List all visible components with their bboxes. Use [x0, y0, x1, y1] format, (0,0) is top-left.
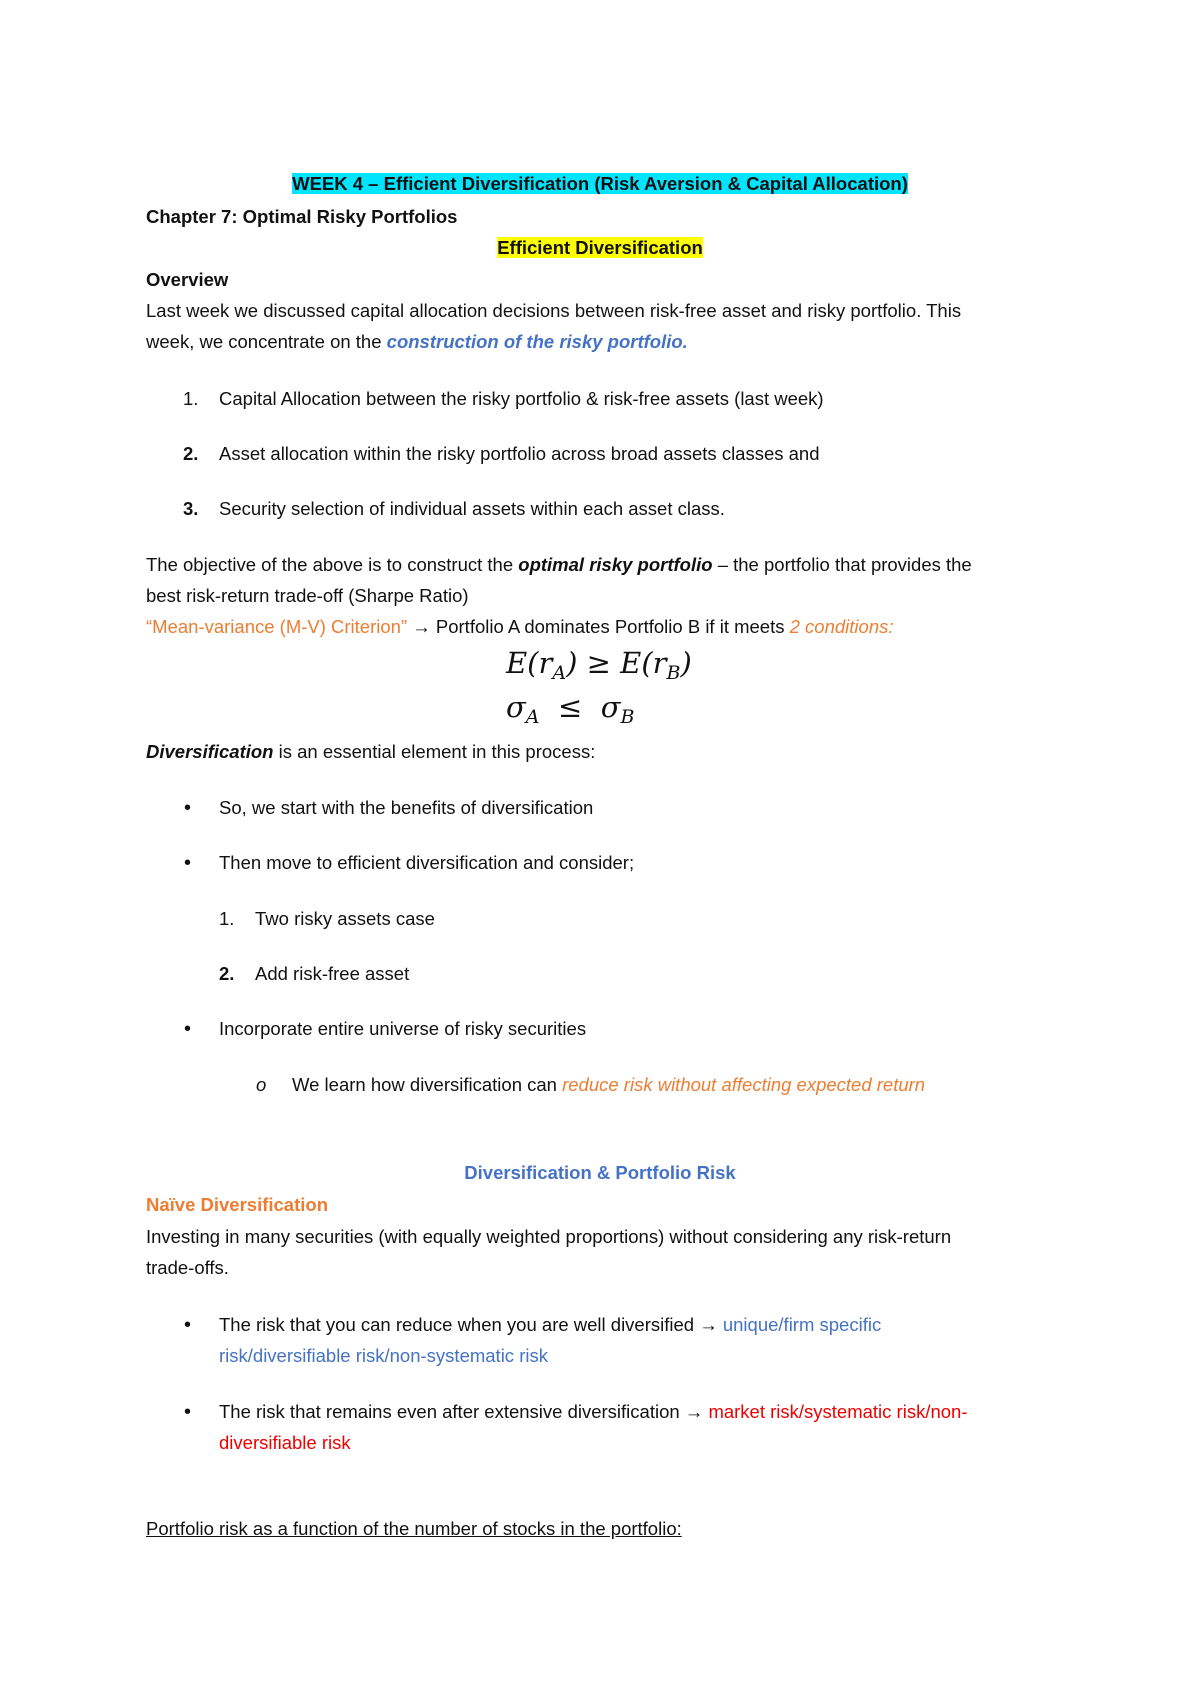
naive-diversification-heading: Naïve Diversification [146, 1194, 328, 1215]
list-item: Add risk-free asset [255, 963, 410, 984]
list-number: 1. [183, 388, 199, 409]
portfolio-risk-function-heading: Portfolio risk as a function of the number of stocks in the portfolio: [146, 1518, 682, 1539]
mv-criterion-line: “Mean-variance (M-V) Criterion” → Portfolio A dominates Portfolio B if it meets 2 conditions: [146, 616, 894, 637]
bullet-dot-icon: • [184, 1314, 192, 1336]
emphasis-construction: construction of the risky portfolio. [386, 331, 688, 352]
list-item: Security selection of individual assets within each asset class. [219, 498, 725, 519]
bullet-dot-icon: • [184, 852, 192, 874]
conditions-label: 2 conditions: [789, 616, 894, 637]
overview-paragraph-line2: week, we concentrate on the construction of the risky portfolio. [146, 331, 688, 352]
objective-line1: The objective of the above is to construct the optimal risky portfolio – the portfolio that provides the [146, 554, 972, 575]
naive-paragraph-line2: trade-offs. [146, 1257, 229, 1278]
bullet-dot-icon: • [184, 797, 192, 819]
list-number: 2. [219, 963, 235, 984]
objective-line2: best risk-return trade-off (Sharpe Ratio) [146, 585, 469, 606]
section-heading-portfolio-risk: Diversification & Portfolio Risk [464, 1162, 736, 1183]
list-number: 2. [183, 443, 199, 464]
bullet-item-market-risk-cont: diversifiable risk [219, 1432, 351, 1453]
bullet-dot-icon: • [184, 1018, 192, 1040]
chapter-heading: Chapter 7: Optimal Risky Portfolios [146, 206, 458, 227]
diversification-line: Diversification is an essential element in this process: [146, 741, 596, 762]
bullet-item: Then move to efficient diversification and consider; [219, 852, 635, 873]
list-number: 1. [219, 908, 235, 929]
overview-paragraph-line1: Last week we discussed capital allocation decisions between risk-free asset and risky portfolio. This [146, 300, 962, 321]
emphasis-diversification: Diversification [146, 741, 274, 762]
naive-paragraph-line1: Investing in many securities (with equally weighted proportions) without considering any risk-return [146, 1226, 952, 1247]
formula-expected-return: $E(r_A) \ge E(r_B)$ [506, 646, 692, 684]
bullet-item-unique-risk: The risk that you can reduce when you are well diversified → unique/firm specific [219, 1314, 882, 1335]
bullet-item-unique-risk-cont: risk/diversifiable risk/non-systematic risk [219, 1345, 548, 1366]
emphasis-optimal-risky-portfolio: optimal risky portfolio [518, 554, 713, 575]
sub-bullet-marker: o [256, 1074, 267, 1095]
list-item: Asset allocation within the risky portfolio across broad assets classes and [219, 443, 820, 464]
sub-bullet-item: We learn how diversification can reduce risk without affecting expected return [292, 1074, 926, 1095]
bullet-item-market-risk: The risk that remains even after extensive diversification → market risk/systematic risk/non- [219, 1401, 968, 1422]
emphasis-unique-risk: unique/firm specific [722, 1314, 882, 1335]
formula-std-dev: $\sigma_A \le \sigma_B$ [506, 690, 635, 728]
list-item: Two risky assets case [255, 908, 435, 929]
section-heading-efficient: Efficient Diversification [497, 237, 703, 258]
page-title: WEEK 4 – Efficient Diversification (Risk Aversion & Capital Allocation) [292, 173, 908, 194]
mv-criterion-label: “Mean-variance (M-V) Criterion” [146, 616, 408, 637]
list-number: 3. [183, 498, 199, 519]
overview-heading: Overview [146, 269, 229, 290]
list-item: Capital Allocation between the risky portfolio & risk-free assets (last week) [219, 388, 824, 409]
bullet-dot-icon: • [184, 1401, 192, 1423]
bullet-item: Incorporate entire universe of risky securities [219, 1018, 587, 1039]
emphasis-market-risk: market risk/systematic risk/non- [708, 1401, 968, 1422]
emphasis-reduce-risk: reduce risk without affecting expected return [562, 1074, 926, 1095]
bullet-item: So, we start with the benefits of diversification [219, 797, 594, 818]
